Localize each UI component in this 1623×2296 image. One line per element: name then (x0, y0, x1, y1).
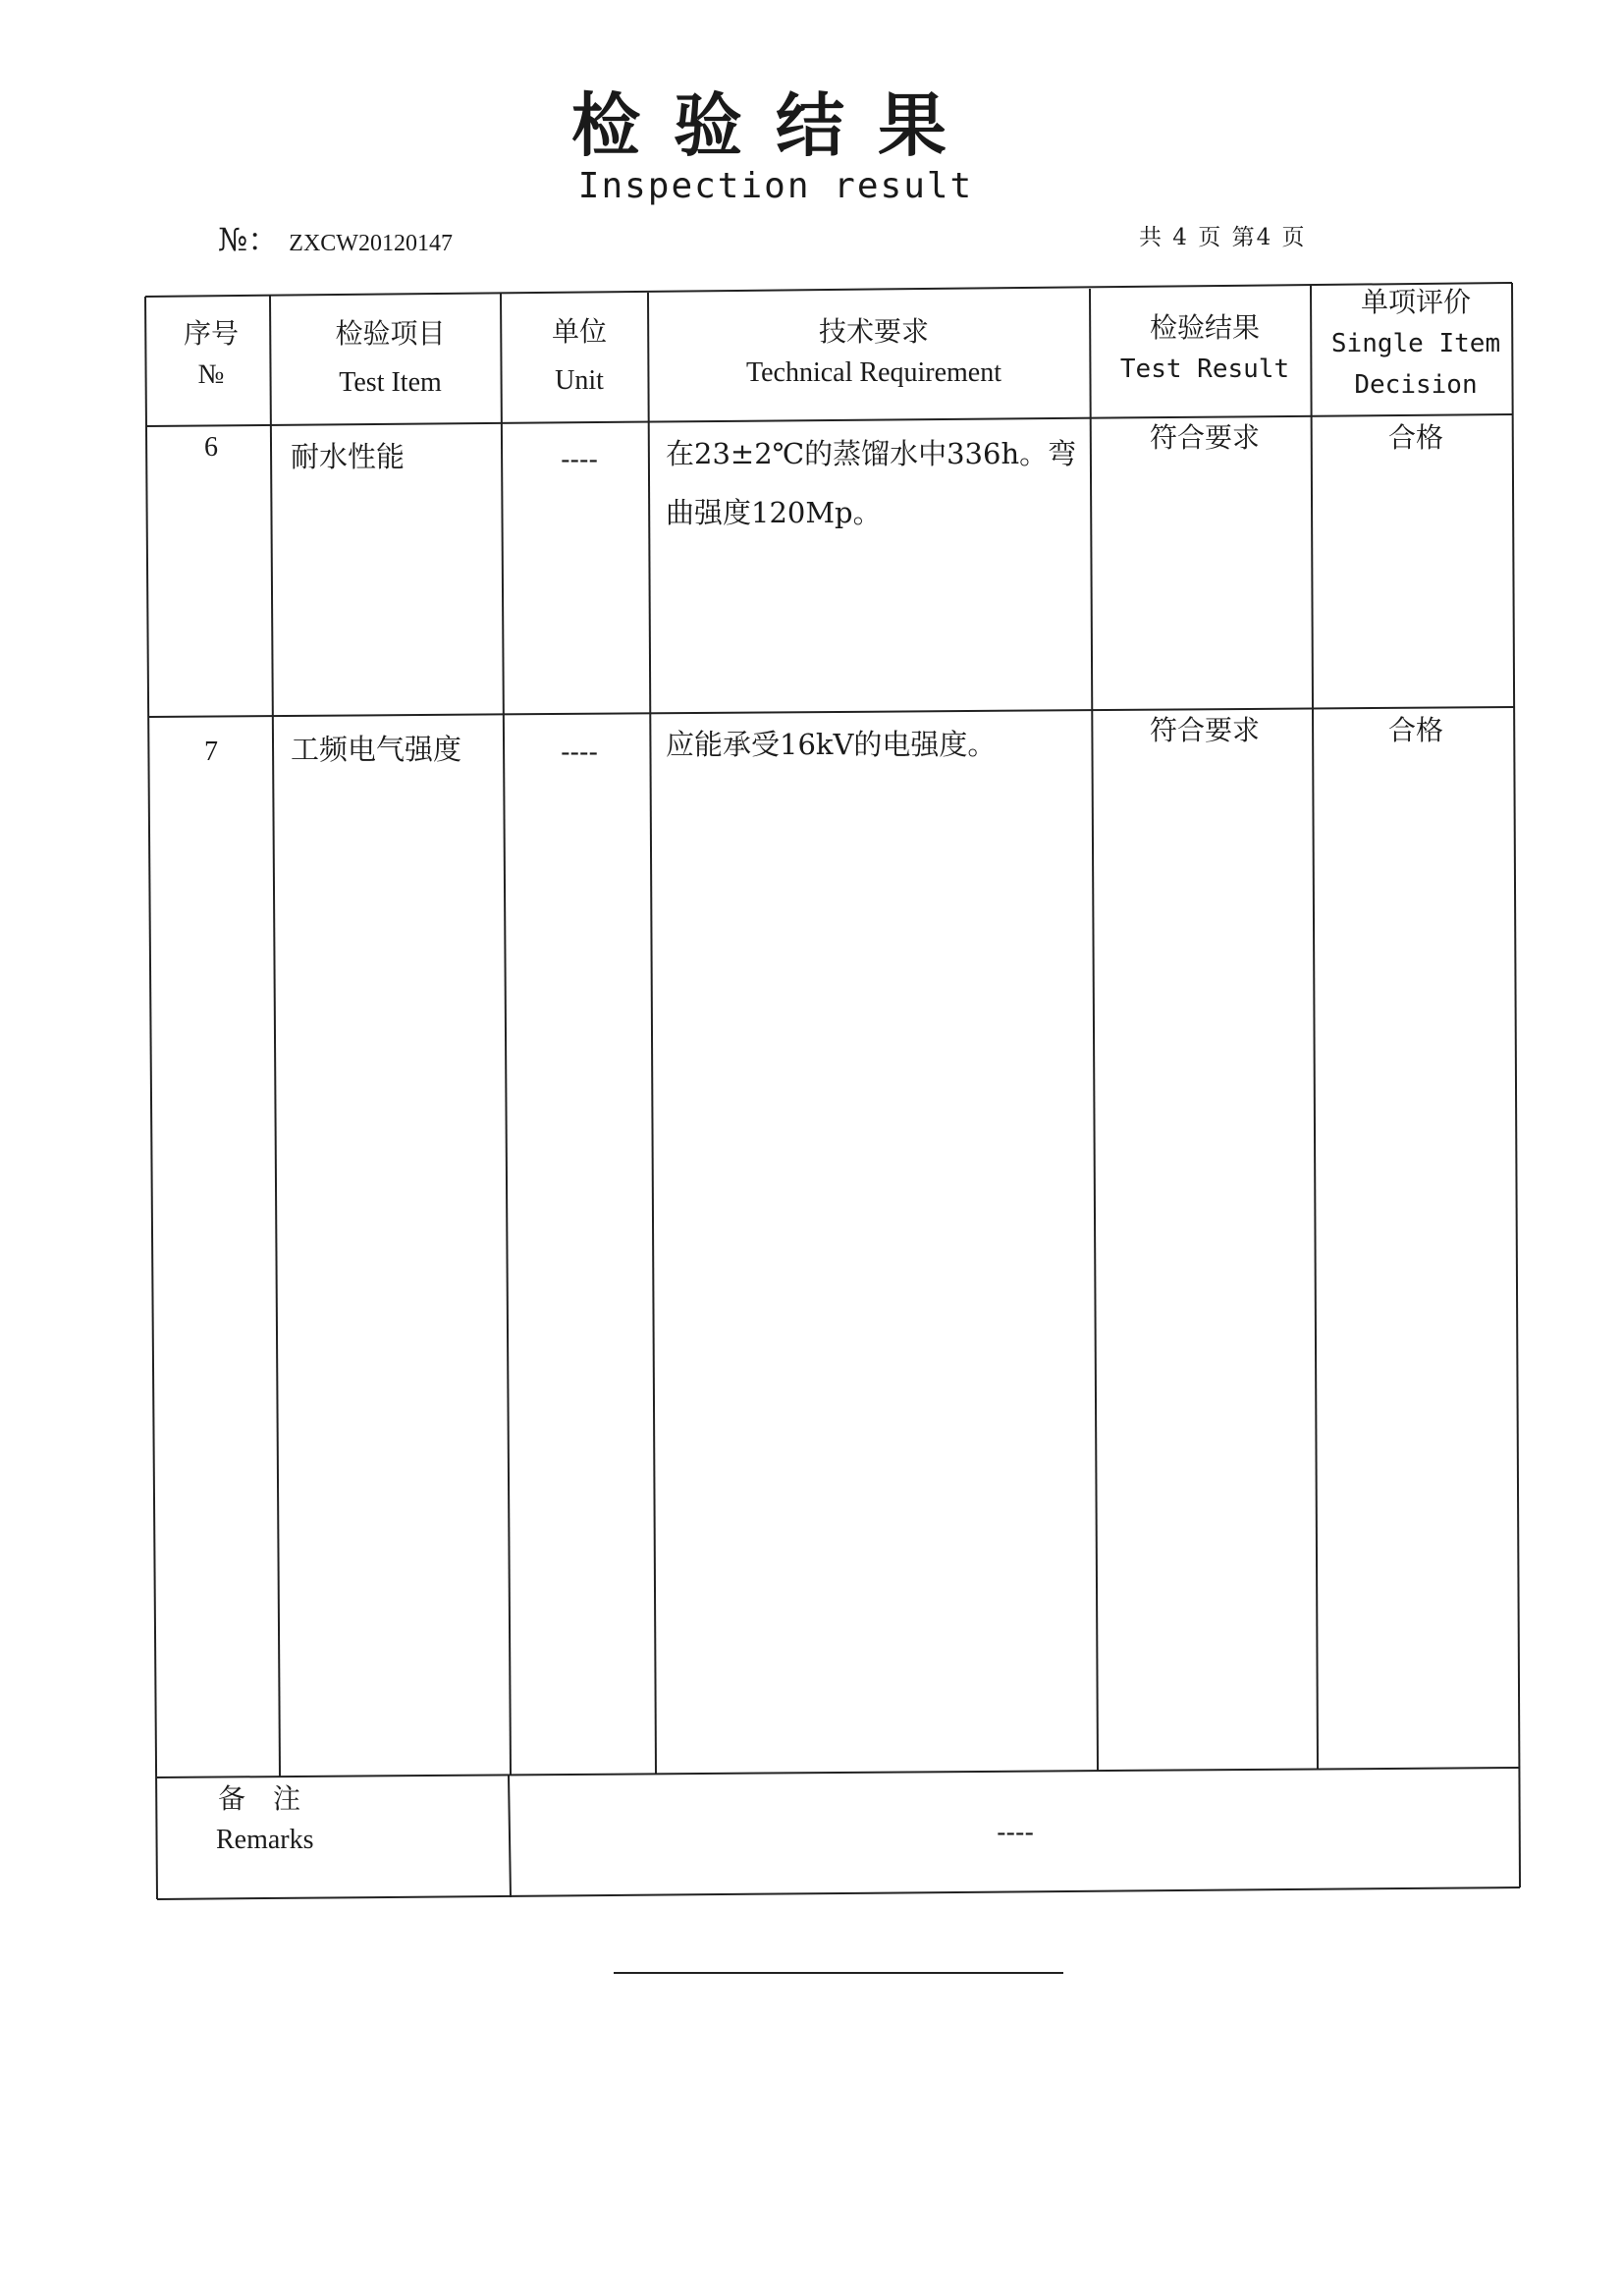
page-info: 共 4 页 第4 页 (1139, 225, 1307, 250)
row-6-test-item: 耐水性能 (291, 440, 406, 473)
header-unit: 单位 Unit (551, 315, 607, 396)
page-title: 检验结果 (571, 84, 980, 166)
row-7-seq: 7 (204, 737, 218, 767)
row-6-result: 符合要求 (1149, 421, 1260, 454)
row-7-requirement: 应能承受16kV的电强度。 (666, 728, 997, 761)
remarks-label: 备 注 Remarks (216, 1782, 314, 1855)
col-line-5 (1311, 286, 1318, 1769)
bottom-underline (614, 1972, 1063, 1974)
page-subtitle: Inspection result (577, 166, 974, 206)
header-test-item: 检验项目 Test Item (335, 317, 446, 398)
row-7-result: 符合要求 (1149, 714, 1260, 746)
table-bottom-border (157, 1887, 1520, 1899)
col-line-2 (501, 294, 511, 1775)
table-top-border (145, 283, 1512, 297)
col-line-3 (648, 293, 656, 1774)
row-6-requirement: 在23±2℃的蒸馏水中336h。弯曲强度120Mp。 (666, 437, 1077, 529)
header-seq: 序号 № (183, 317, 239, 390)
remarks-divider (156, 1768, 1519, 1777)
report-number-value: ZXCW20120147 (289, 231, 453, 256)
col-line-4 (1090, 289, 1098, 1771)
row-6-seq: 6 (204, 432, 218, 463)
row-6-decision: 合格 (1387, 421, 1443, 454)
table-left-border (145, 297, 157, 1899)
table-right-border (1512, 283, 1520, 1887)
col-line-1 (270, 296, 280, 1777)
row-7-unit: ---- (561, 736, 598, 768)
row-7-decision: 合格 (1387, 714, 1443, 746)
row-7-test-item: 工频电气强度 (291, 733, 462, 766)
header-technical-requirement: 技术要求 Technical Requirement (745, 315, 1002, 388)
remarks-value: ---- (997, 1816, 1034, 1848)
report-number-label: №： (218, 221, 280, 258)
row-6-unit: ---- (561, 443, 598, 475)
header-single-item-decision: 单项评价 Single Item Decision (1330, 286, 1501, 400)
header-test-result: 检验结果 Test Result (1119, 311, 1290, 384)
